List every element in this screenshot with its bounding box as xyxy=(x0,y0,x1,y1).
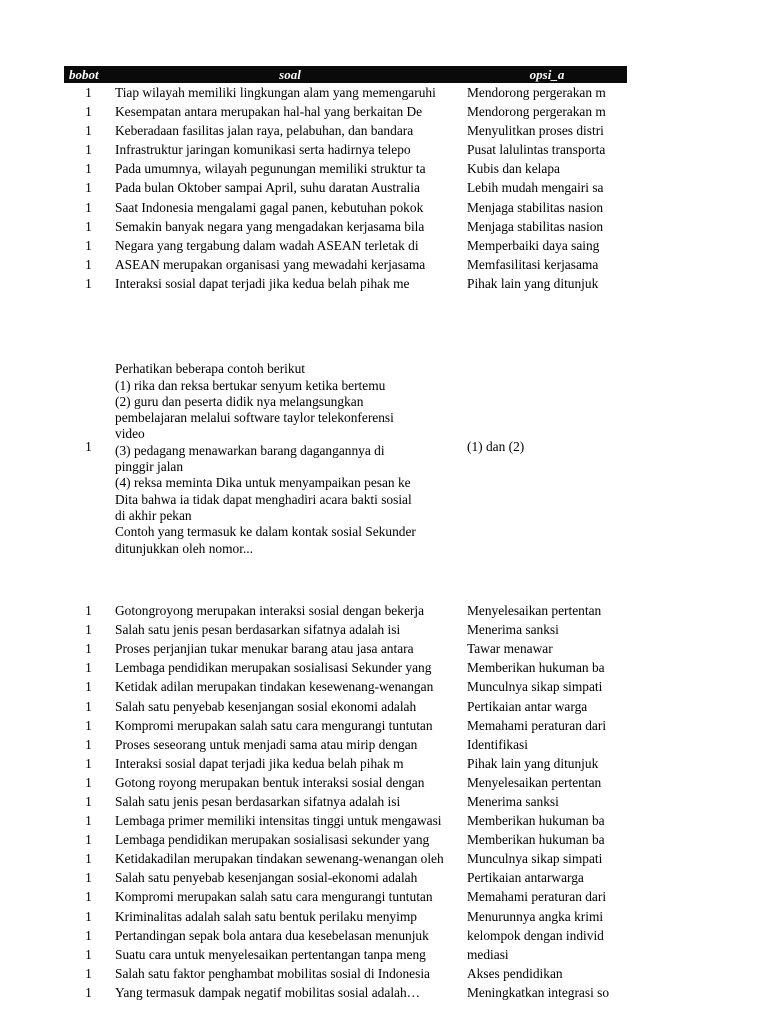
cell-bobot[interactable]: 1 xyxy=(85,851,92,867)
soal-line: Perhatikan beberapa contoh berikut xyxy=(115,361,305,377)
cell-soal[interactable]: Lembaga pendidikan merupakan sosialisasi sekunder yang xyxy=(115,832,430,848)
table-row xyxy=(64,983,627,1002)
header-row xyxy=(64,66,627,83)
cell-soal[interactable]: Interaksi sosial dapat terjadi jika kedua belah pihak m xyxy=(115,755,404,771)
table-row xyxy=(64,811,627,830)
cell-soal[interactable]: Lembaga primer memiliki intensitas tinggi untuk mengawasi xyxy=(115,813,442,829)
cell-soal[interactable]: Yang termasuk dampak negatif mobilitas sosial adalah… xyxy=(115,984,421,1000)
cell-opsi-a[interactable]: Menerima sanksi xyxy=(467,622,559,638)
table-row xyxy=(64,945,627,964)
cell-bobot[interactable]: 1 xyxy=(85,237,92,253)
cell-bobot[interactable]: 1 xyxy=(85,965,92,981)
table-row xyxy=(64,907,627,926)
cell-opsi-a[interactable]: Mendorong pergerakan m xyxy=(467,85,606,100)
cell-opsi-a[interactable]: Pertikaian antarwarga xyxy=(467,870,584,886)
cell-soal[interactable]: Suatu cara untuk menyelesaikan pertentangan tanpa meng xyxy=(115,946,426,962)
table-row xyxy=(64,792,627,811)
cell-opsi-a[interactable]: Memberikan hukuman ba xyxy=(467,813,605,829)
cell-soal[interactable]: Ketidakadilan merupakan tindakan sewenang-wenangan oleh xyxy=(115,851,444,867)
cell-soal[interactable]: Saat Indonesia mengalami gagal panen, kebutuhan pokok xyxy=(115,199,424,215)
cell-soal[interactable]: Ketidak adilan merupakan tindakan kesewenang-wenangan xyxy=(115,679,434,695)
table-row xyxy=(64,697,627,716)
cell-bobot[interactable]: 1 xyxy=(85,161,92,177)
cell-opsi-a[interactable]: Kubis dan kelapa xyxy=(467,161,560,177)
table-row xyxy=(64,868,627,887)
cell-bobot[interactable]: 1 xyxy=(85,218,92,234)
cell-bobot[interactable]: 1 xyxy=(85,813,92,829)
cell-opsi-a[interactable]: Pertikaian antar warga xyxy=(467,698,588,714)
cell-opsi-a[interactable]: Munculnya sikap simpati xyxy=(467,851,603,867)
soal-line: video xyxy=(115,426,145,442)
cell-soal[interactable]: Pertandingan sepak bola antara dua kesebelasan menunjuk xyxy=(115,927,429,943)
cell-bobot[interactable]: 1 xyxy=(85,832,92,848)
cell-soal-multiline[interactable] xyxy=(113,293,467,601)
cell-bobot[interactable]: 1 xyxy=(85,774,92,790)
table-row xyxy=(64,601,627,620)
cell-opsi-a[interactable]: Lebih mudah mengairi sa xyxy=(467,180,604,196)
cell-soal[interactable]: Interaksi sosial dapat terjadi jika kedua belah pihak me xyxy=(115,275,410,291)
table-row xyxy=(64,121,627,140)
table-row xyxy=(64,716,627,735)
cell-bobot[interactable]: 1 xyxy=(85,698,92,714)
table-row xyxy=(64,964,627,983)
cell-soal[interactable]: Kesempatan antara merupakan hal-hal yang berkaitan De xyxy=(115,104,423,120)
cell-soal[interactable]: Salah satu penyebab kesenjangan sosial-ekonomi adalah xyxy=(115,870,418,886)
cell-bobot[interactable]: 1 xyxy=(85,104,92,120)
soal-line: di akhir pekan xyxy=(115,507,192,523)
cell-soal[interactable]: Infrastruktur jaringan komunikasi serta hadirnya telepo xyxy=(115,142,411,158)
cell-soal[interactable]: Pada umumnya, wilayah pegunungan memiliki struktur ta xyxy=(115,161,426,177)
header-opsi-a[interactable]: opsi_a xyxy=(467,66,627,83)
soal-line: (2) guru dan peserta didik nya melangsungkan xyxy=(115,393,364,409)
header-bobot[interactable]: bobot xyxy=(64,66,113,83)
cell-opsi-a[interactable]: Tawar menawar xyxy=(467,641,553,657)
table-row xyxy=(64,178,627,197)
table-row xyxy=(64,102,627,121)
cell-opsi-a[interactable]: Mendorong pergerakan m xyxy=(467,104,606,120)
table-header xyxy=(64,66,627,83)
cell-soal[interactable]: Salah satu penyebab kesenjangan sosial ekonomi adalah xyxy=(115,698,417,714)
spreadsheet xyxy=(64,66,627,1002)
cell-soal[interactable]: ASEAN merupakan organisasi yang mewadahi kerjasama xyxy=(115,256,426,272)
soal-line: (4) reksa meminta Dika untuk menyampaikan pesan ke xyxy=(115,475,411,491)
cell-soal[interactable]: Lembaga pendidikan merupakan sosialisasi Sekunder yang xyxy=(115,660,432,676)
cell-bobot[interactable]: 1 xyxy=(85,85,92,100)
cell-bobot[interactable]: 1 xyxy=(85,736,92,752)
cell-bobot[interactable]: 1 xyxy=(85,622,92,638)
cell-soal[interactable]: Proses perjanjian tukar menukar barang atau jasa antara xyxy=(115,641,414,657)
cell-bobot[interactable]: 1 xyxy=(85,793,92,809)
cell-opsi-a[interactable]: Memberikan hukuman ba xyxy=(467,660,605,676)
cell-soal[interactable]: Kompromi merupakan salah satu cara mengurangi tuntutan xyxy=(115,889,433,905)
cell-opsi-a[interactable]: (1) dan (2) xyxy=(467,438,525,454)
cell-opsi-a[interactable]: Menyelesaikan pertentan xyxy=(467,603,602,619)
cell-soal[interactable]: Kompromi merupakan salah satu cara mengurangi tuntutan xyxy=(115,717,433,733)
cell-soal[interactable]: Gotong royong merupakan bentuk interaksi sosial dengan xyxy=(115,774,425,790)
cell-bobot[interactable]: 1 xyxy=(85,142,92,158)
cell-bobot[interactable]: 1 xyxy=(85,123,92,139)
cell-bobot[interactable]: 1 xyxy=(85,256,92,272)
cell-opsi-a[interactable]: Memberikan hukuman ba xyxy=(467,832,605,848)
cell-opsi-a[interactable]: Pihak lain yang ditunjuk xyxy=(467,755,599,771)
table-body-bottom xyxy=(64,601,627,1002)
cell-soal[interactable]: Salah satu faktor penghambat mobilitas sosial di Indonesia xyxy=(115,965,430,981)
cell-soal[interactable]: Keberadaan fasilitas jalan raya, pelabuhan, dan bandara xyxy=(115,123,414,139)
cell-opsi-a[interactable]: Pusat lalulintas transporta xyxy=(467,142,606,158)
cell-bobot[interactable]: 1 xyxy=(85,984,92,1000)
cell-bobot[interactable]: 1 xyxy=(85,438,92,454)
cell-bobot[interactable]: 1 xyxy=(85,199,92,215)
cell-opsi-a[interactable]: Memperbaiki daya saing xyxy=(467,237,600,253)
soal-line: (1) rika dan reksa bertukar senyum ketika bertemu xyxy=(115,377,386,393)
cell-soal[interactable]: Pada bulan Oktober sampai April, suhu daratan Australia xyxy=(115,180,420,196)
cell-soal[interactable]: Gotongroyong merupakan interaksi sosial dengan bekerja xyxy=(115,603,425,619)
cell-soal[interactable]: Tiap wilayah memiliki lingkungan alam yang memengaruhi xyxy=(115,85,436,100)
cell-bobot[interactable]: 1 xyxy=(85,908,92,924)
table-row xyxy=(64,274,627,293)
cell-bobot[interactable]: 1 xyxy=(85,641,92,657)
cell-soal[interactable]: Salah satu jenis pesan berdasarkan sifatnya adalah isi xyxy=(115,622,401,638)
table-row-multiline xyxy=(64,293,627,601)
soal-line: Contoh yang termasuk ke dalam kontak sosial Sekunder xyxy=(115,524,416,540)
cell-bobot[interactable]: 1 xyxy=(85,679,92,695)
table-row xyxy=(64,639,627,658)
cell-bobot[interactable]: 1 xyxy=(85,870,92,886)
table-row xyxy=(64,658,627,677)
cell-soal[interactable]: Semakin banyak negara yang mengadakan kerjasama bila xyxy=(115,218,425,234)
cell-bobot[interactable]: 1 xyxy=(85,660,92,676)
cell-opsi-a[interactable]: Menjaga stabilitas nasion xyxy=(467,199,604,215)
soal-line: pembelajaran melalui software taylor telekonferensi xyxy=(115,410,394,426)
cell-opsi-a[interactable]: Akses pendidikan xyxy=(467,965,563,981)
cell-opsi-a[interactable]: Memfasilitasi kerjasama xyxy=(467,256,599,272)
cell-bobot[interactable]: 1 xyxy=(85,180,92,196)
table-row xyxy=(64,83,627,102)
table-row xyxy=(64,620,627,639)
table-row xyxy=(64,773,627,792)
table-row xyxy=(64,255,627,274)
table-row xyxy=(64,735,627,754)
cell-opsi-a[interactable]: Menyulitkan proses distri xyxy=(467,123,604,139)
table-row xyxy=(64,677,627,696)
cell-bobot[interactable]: 1 xyxy=(85,927,92,943)
table-body-top xyxy=(64,83,627,293)
cell-opsi-a[interactable]: Memahami peraturan dari xyxy=(467,717,607,733)
question-table xyxy=(64,66,627,1002)
table-body-tall xyxy=(64,293,627,601)
table-row xyxy=(64,754,627,773)
cell-opsi-a[interactable]: Menurunnya angka krimi xyxy=(467,908,604,924)
cell-bobot[interactable]: 1 xyxy=(85,946,92,962)
cell-bobot[interactable]: 1 xyxy=(85,603,92,619)
cell-soal[interactable]: Kriminalitas adalah salah satu bentuk perilaku menyimp xyxy=(115,908,417,924)
cell-opsi-a[interactable]: Identifikasi xyxy=(467,736,528,752)
table-row xyxy=(64,236,627,255)
cell-soal[interactable]: Proses seseorang untuk menjadi sama atau mirip dengan xyxy=(115,736,418,752)
table-row xyxy=(64,887,627,906)
table-row xyxy=(64,830,627,849)
soal-line: pinggir jalan xyxy=(115,459,184,475)
cell-opsi-a[interactable]: kelompok dengan individ xyxy=(467,927,604,943)
table-row xyxy=(64,926,627,945)
soal-line: (3) pedagang menawarkan barang dagangannya di xyxy=(115,442,385,458)
cell-opsi-a[interactable]: mediasi xyxy=(467,946,509,962)
cell-bobot[interactable]: 1 xyxy=(85,889,92,905)
cell-bobot[interactable]: 1 xyxy=(85,717,92,733)
cell-opsi-a[interactable]: Pihak lain yang ditunjuk xyxy=(467,275,599,291)
cell-opsi-a[interactable]: Menjaga stabilitas nasion xyxy=(467,218,604,234)
table-row xyxy=(64,198,627,217)
cell-opsi-a[interactable]: Munculnya sikap simpati xyxy=(467,679,603,695)
table-row xyxy=(64,140,627,159)
cell-opsi-a[interactable]: Menerima sanksi xyxy=(467,793,559,809)
table-row xyxy=(64,217,627,236)
cell-soal[interactable]: Salah satu jenis pesan berdasarkan sifatnya adalah isi xyxy=(115,793,401,809)
cell-bobot[interactable]: 1 xyxy=(85,755,92,771)
cell-opsi-a[interactable]: Menyelesaikan pertentan xyxy=(467,774,602,790)
cell-soal[interactable]: Negara yang tergabung dalam wadah ASEAN terletak di xyxy=(115,237,419,253)
cell-bobot[interactable]: 1 xyxy=(85,275,92,291)
header-soal[interactable]: soal xyxy=(113,66,467,83)
table-row xyxy=(64,159,627,178)
cell-opsi-a[interactable]: Memahami peraturan dari xyxy=(467,889,607,905)
soal-line: Dita bahwa ia tidak dapat menghadiri acara bakti sosial xyxy=(115,491,412,507)
cell-opsi-a[interactable]: Meningkatkan integrasi so xyxy=(467,984,610,1000)
soal-line: ditunjukkan oleh nomor... xyxy=(115,540,253,556)
table-row xyxy=(64,849,627,868)
